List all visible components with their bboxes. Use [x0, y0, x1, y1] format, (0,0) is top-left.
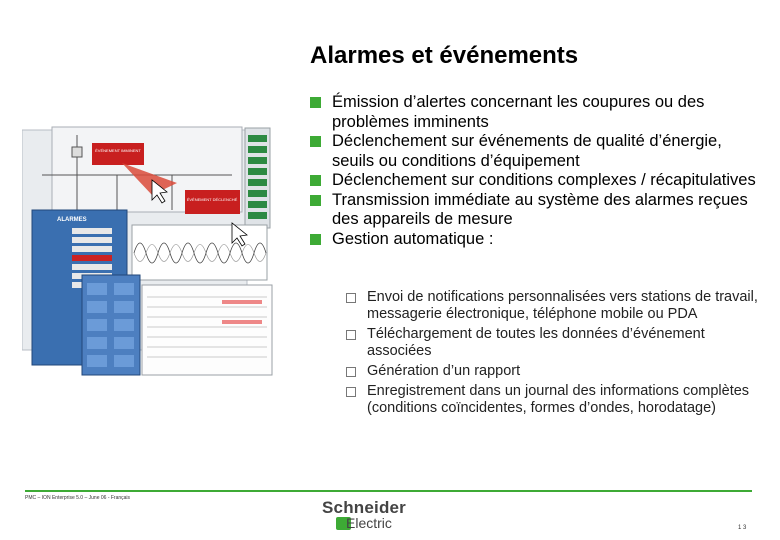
sub-bullet-item: Génération d’un rapport [346, 363, 766, 380]
bullet-marker [310, 97, 321, 108]
footer-divider [25, 490, 752, 492]
callout-right: ÉVÉNEMENT DÉCLENCHÉ [186, 197, 238, 202]
page-number: 1 3 [738, 525, 747, 531]
bullet-item: Transmission immédiate au système des alarmes reçues des appareils de mesure [308, 191, 768, 230]
bullet-item: Gestion automatique : [308, 230, 768, 250]
bullet-marker [310, 234, 321, 245]
main-bullet-list [308, 93, 768, 249]
page-title: Alarmes et événements [310, 42, 579, 69]
bullet-marker [310, 136, 321, 147]
sub-bullet-item: Enregistrement dans un journal des informations complètes (conditions coïncidentes, formes d’ondes, horodatage) [346, 383, 766, 417]
sub-bullet-item: Envoi de notifications personnalisées vers stations de travail, messagerie électronique, téléphone mobile ou PDA [346, 289, 766, 323]
bullet-marker [310, 195, 321, 206]
alarm-software-screenshot [22, 125, 277, 385]
alarm-panel-title: ALARMES [57, 217, 87, 223]
sub-bullet-list [346, 289, 766, 420]
bullet-marker [310, 175, 321, 186]
bullet-item: Déclenchement sur conditions complexes / récapitulatives [308, 171, 768, 191]
bullet-item: Émission d’alertes concernant les coupures ou des problèmes imminents [308, 93, 768, 132]
footer-text: PMC – ION Enterprise 5.0 – June 06 - Français [25, 495, 131, 501]
sub-bullet-item: Téléchargement de toutes les données d’événement associées [346, 326, 766, 360]
sub-bullet-marker [346, 367, 356, 377]
sub-bullet-marker [346, 293, 356, 303]
logo-line1: Schneider [322, 498, 406, 517]
sub-bullet-marker [346, 330, 356, 340]
logo-line2: Electric [346, 515, 392, 531]
bullet-item: Déclenchement sur événements de qualité d’énergie, seuils ou conditions d’équipement [308, 132, 768, 171]
schneider-electric-logo [322, 498, 412, 538]
sub-bullet-marker [346, 387, 356, 397]
callout-top: ÉVÉNEMENT IMMINENT [95, 148, 141, 153]
